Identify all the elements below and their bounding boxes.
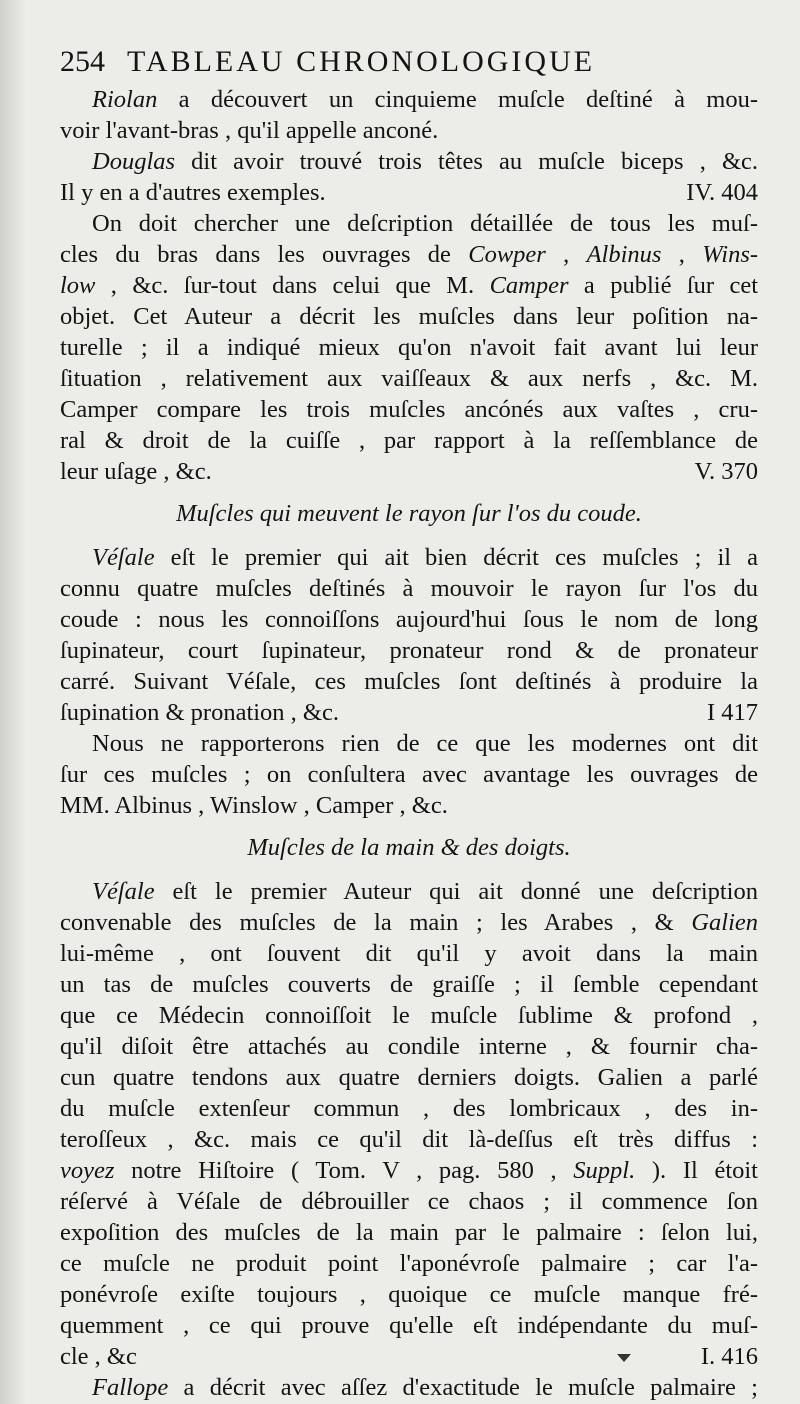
text-line: Nous ne rapporterons rien de ce que les modernes ont dit [92, 730, 758, 757]
author-name: Albinus [586, 241, 662, 268]
text-line: un tas de muſcles couverts de graiſſe ; il ſemble cependant [60, 971, 758, 998]
author-name: Véſale [92, 878, 155, 905]
text-line: que ce Médecin connoiſſoit le muſcle ſublime & profond , [60, 1002, 758, 1029]
author-name: Galien [691, 909, 758, 936]
text-span: a décrit avec aſſez d'exactitude le muſcle palmaire ; [168, 1374, 758, 1401]
text-line [60, 1155, 758, 1186]
text-line: Camper compare les trois muſcles ancónés aux vaſtes , cru- [60, 396, 758, 423]
section-heading: Muſcles de la main & des doigts. [247, 834, 571, 861]
text-line [60, 542, 758, 573]
running-header [60, 42, 758, 82]
reference-number: I 417 [706, 699, 758, 726]
text-line [60, 177, 758, 208]
text-span: ſupination & pronation , &c. [60, 699, 339, 726]
text-line [60, 1372, 758, 1403]
text-span: voyez [60, 1157, 115, 1184]
text-line: ſituation , relativement aux vaiſſeaux & aux nerfs , &c. M. [60, 365, 758, 392]
text-span: , &c. ſur-tout dans celui que M. [95, 272, 490, 299]
text-span: leur uſage , &c. [60, 458, 212, 485]
text-line: ce muſcle ne produit point l'aponévroſe palmaire ; car l'a- [60, 1250, 758, 1277]
text-line: ponévroſe exiſte toujours , quoique ce muſcle manque fré- [60, 1281, 758, 1308]
text-line [60, 1341, 758, 1372]
text-line [60, 697, 758, 728]
text-span: Suppl. [573, 1157, 636, 1184]
text-line: réſervé à Véſale de débrouiller ce chaos ; il commence ſon [60, 1188, 758, 1215]
paragraph-block-1 [60, 84, 758, 487]
text-line: expoſition des muſcles de la main par le palmaire : ſelon lui, [60, 1219, 758, 1246]
reference-number: IV. 404 [686, 179, 758, 206]
text-line: ral & droit de la cuiſſe , par rapport à la reſſemblance de [60, 427, 758, 454]
author-name: low [60, 272, 96, 299]
text-line: qu'il diſoit être attachés au condile interne , & fournir cha- [60, 1033, 758, 1060]
reference-number: I. 416 [700, 1343, 758, 1370]
text-line [60, 239, 758, 270]
text-span: dit avoir trouvé trois têtes au muſcle biceps , &c. [175, 148, 758, 175]
text-span: a découvert un cinquieme muſcle deſtiné à mou- [157, 86, 758, 113]
text-span: a publié ſur cet [568, 272, 758, 299]
text-span: , [545, 241, 587, 268]
text-line: quemment , ce qui prouve qu'elle eſt indépendante du muſ- [60, 1312, 758, 1339]
page-number: 254 [60, 45, 105, 78]
author-name: Véſale [92, 544, 155, 571]
text-span: ). Il étoit [635, 1157, 758, 1184]
author-name: Cowper [468, 241, 546, 268]
running-title: TABLEAU CHRONOLOGIQUE [127, 45, 596, 78]
text-line: voir l'avant-bras , qu'il appelle anconé. [60, 117, 439, 144]
author-name: Douglas [92, 148, 176, 175]
reference-number: V. 370 [694, 458, 758, 485]
text-line: teroſſeux , &c. mais ce qu'il dit là-deſſus eſt très diffus : [60, 1126, 758, 1153]
text-span: Il y en a d'autres exemples. [60, 179, 326, 206]
text-line [60, 270, 758, 301]
paragraph-block-2 [60, 542, 758, 821]
text-line: coude : nous les connoiſſons aujourd'hui ſous le nom de long [60, 606, 758, 633]
text-line: lui-même , ont ſouvent dit qu'il y avoit dans la main [60, 940, 758, 967]
author-name: Riolan [92, 86, 158, 113]
text-span: cle , &c [60, 1343, 137, 1370]
text-line: cun quatre tendons aux quatre derniers doigts. Galien a parlé [60, 1064, 758, 1091]
text-line: MM. Albinus , Winslow , Camper , &c. [60, 792, 448, 819]
text-line: connu quatre muſcles deſtinés à mouvoir le rayon ſur l'os du [60, 575, 758, 602]
text-span: eſt le premier Auteur qui ait donné une deſcription [154, 878, 758, 905]
text-line [60, 146, 758, 177]
paragraph-block-3 [60, 876, 758, 1403]
author-name: Camper [489, 272, 569, 299]
text-span: cles du bras dans les ouvrages de [60, 241, 469, 268]
text-line: carré. Suivant Véſale, ces muſcles ſont deſtinés à produire la [60, 668, 758, 695]
author-name: Fallope [92, 1374, 169, 1401]
text-line [60, 876, 758, 907]
text-line [60, 907, 758, 938]
text-line: turelle ; il a indiqué mieux qu'on n'avoit fait avant lui leur [60, 334, 758, 361]
text-line: objet. Cet Auteur a décrit les muſcles dans leur poſition na- [60, 303, 758, 330]
text-line: ſur ces muſcles ; on conſultera avec avantage les ouvrages de [60, 761, 758, 788]
text-span: notre Hiſtoire ( Tom. V , pag. 580 , [114, 1157, 574, 1184]
text-span: eſt le premier qui ait bien décrit ces muſcles ; il a [154, 544, 758, 571]
text-span: convenable des muſcles de la main ; les Arabes , & [60, 909, 692, 936]
text-line: On doit chercher une deſcription détaillée de tous les muſ- [92, 210, 758, 237]
text-line [60, 456, 758, 487]
text-span: , [661, 241, 703, 268]
text-line: du muſcle extenſeur commun , des lombricaux , des in- [60, 1095, 758, 1122]
text-line [60, 84, 758, 115]
text-line: ſupinateur, court ſupinateur, pronateur rond & de pronateur [60, 637, 758, 664]
section-heading: Muſcles qui meuvent le rayon ſur l'os du coude. [176, 500, 642, 527]
author-name: Wins- [702, 241, 758, 268]
